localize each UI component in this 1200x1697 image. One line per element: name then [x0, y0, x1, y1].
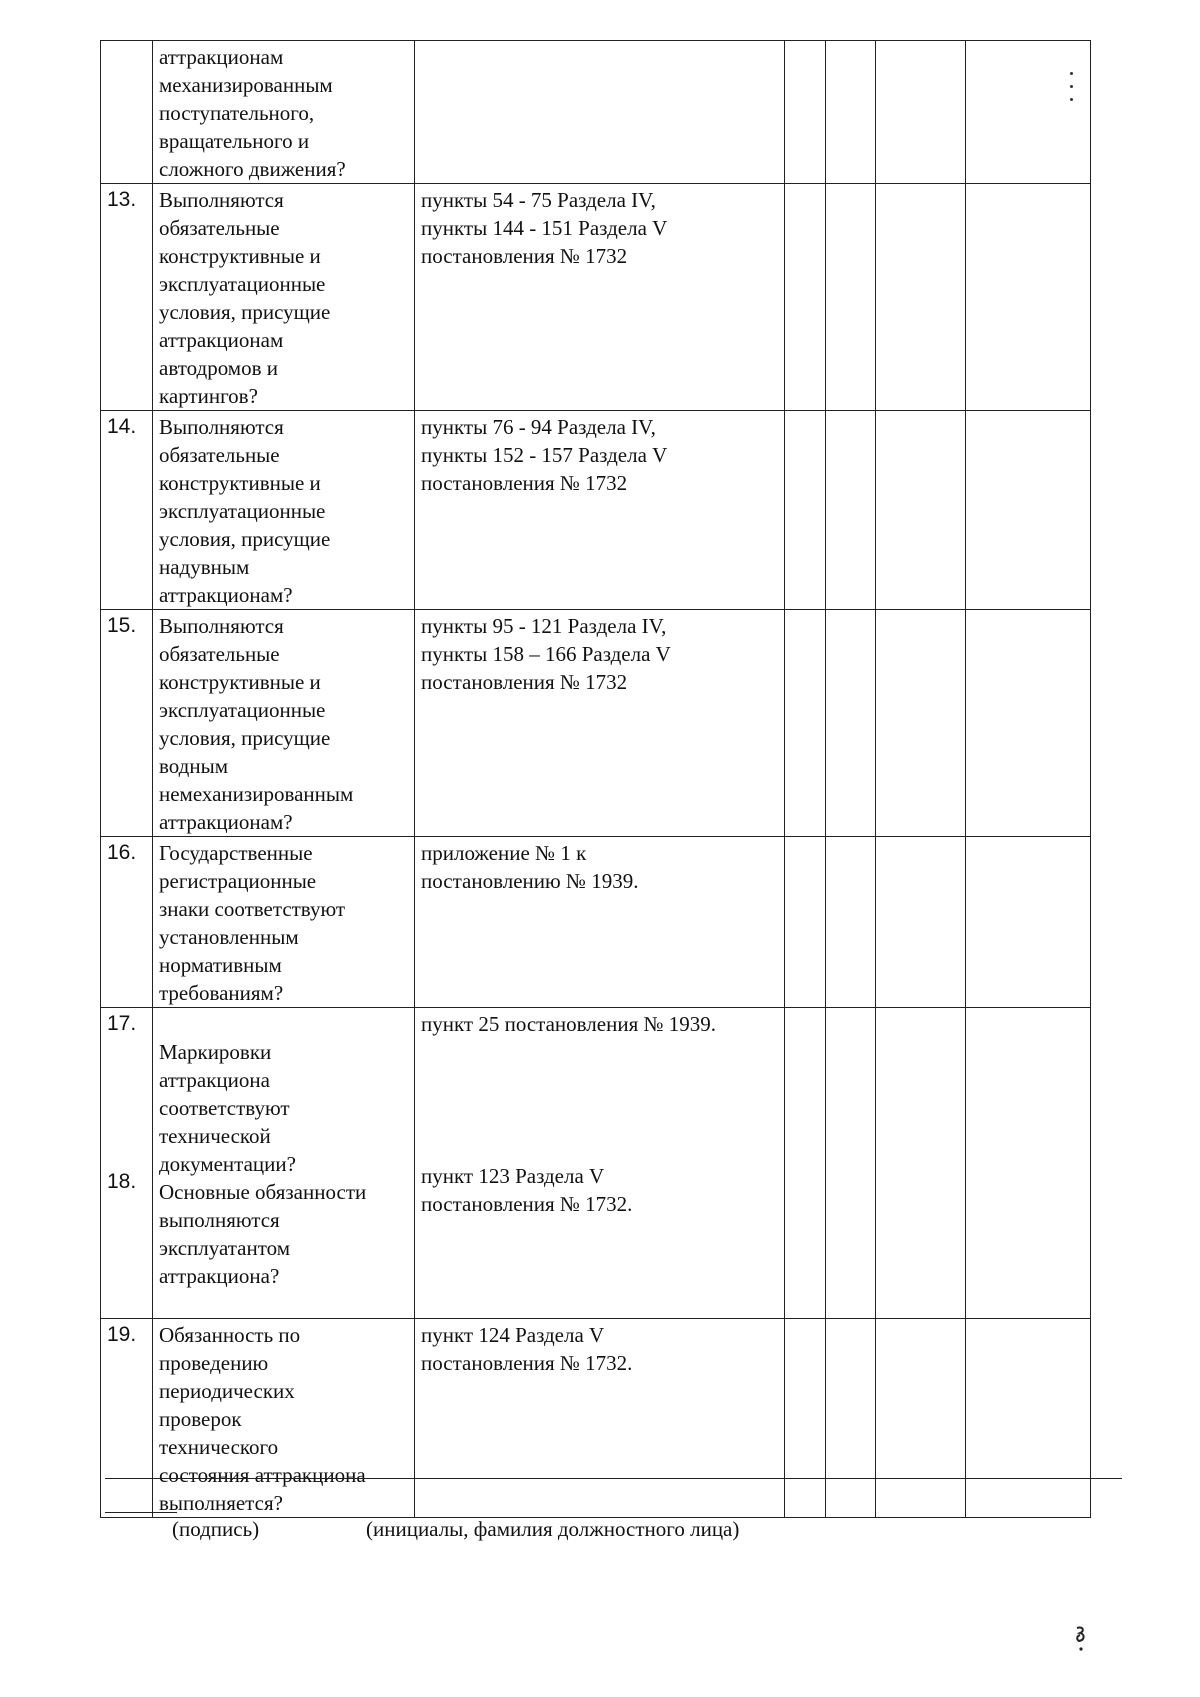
- requirement-question: аттракционам механизированным поступательного, вращательного и сложного движения?: [153, 41, 415, 184]
- not-applicable-cell[interactable]: [876, 837, 966, 1008]
- not-applicable-cell[interactable]: [876, 1008, 966, 1319]
- answer-yes-cell[interactable]: [785, 184, 826, 411]
- answer-no-cell[interactable]: [826, 1008, 876, 1319]
- answer-yes-cell[interactable]: [785, 837, 826, 1008]
- not-applicable-cell[interactable]: [876, 1319, 966, 1518]
- answer-no-cell[interactable]: [826, 184, 876, 411]
- requirement-question: Выполняются обязательные конструктивные и эксплуатационные условия, присущие водным немеханизированным аттракционам?: [153, 610, 415, 837]
- requirement-question: Выполняются обязательные конструктивные и эксплуатационные условия, присущие надувным аттракционам?: [153, 411, 415, 610]
- answer-yes-cell[interactable]: [785, 1008, 826, 1319]
- requirement-question: Государственные регистрационные знаки соответствуют установленным нормативным требованиям?: [153, 837, 415, 1008]
- signature-line: [105, 1478, 1122, 1479]
- requirement-question: Основные обязанности выполняются эксплуатантом аттракциона?: [159, 1180, 367, 1288]
- table-row: [101, 411, 1091, 610]
- legal-reference-cell: [415, 1008, 785, 1319]
- comment-cell[interactable]: [966, 837, 1091, 1008]
- row-number-cell: [101, 1008, 153, 1319]
- signature-short-line: [105, 1512, 177, 1513]
- answer-yes-cell[interactable]: [785, 411, 826, 610]
- not-applicable-cell[interactable]: [876, 41, 966, 184]
- row-number: 17.: [107, 1012, 137, 1035]
- row-number: 16.: [101, 837, 153, 1008]
- table-row: [101, 1008, 1091, 1319]
- table-row: [101, 1319, 1091, 1518]
- signature-caption: (подпись): [172, 1517, 260, 1541]
- requirement-question: Маркировки аттракциона соответствуют технической документации?: [159, 1040, 296, 1176]
- answer-yes-cell[interactable]: [785, 41, 826, 184]
- table-row: [101, 184, 1091, 411]
- row-number: 13.: [101, 184, 153, 411]
- answer-no-cell[interactable]: [826, 1319, 876, 1518]
- answer-no-cell[interactable]: [826, 837, 876, 1008]
- answer-no-cell[interactable]: [826, 41, 876, 184]
- legal-reference: пункт 124 Раздела V постановления № 1732.: [415, 1319, 785, 1518]
- answer-yes-cell[interactable]: [785, 610, 826, 837]
- requirement-question: Выполняются обязательные конструктивные и эксплуатационные условия, присущие аттракционам автодромов и картингов?: [153, 184, 415, 411]
- comment-cell[interactable]: [966, 411, 1091, 610]
- scan-mark-icon: [1074, 1625, 1088, 1653]
- table-row: [101, 610, 1091, 837]
- not-applicable-cell[interactable]: [876, 184, 966, 411]
- not-applicable-cell[interactable]: [876, 411, 966, 610]
- comment-cell[interactable]: [966, 1008, 1091, 1319]
- row-number: 19.: [101, 1319, 153, 1518]
- comment-cell[interactable]: [966, 184, 1091, 411]
- table-row: [101, 41, 1091, 184]
- legal-reference: пункты 54 - 75 Раздела IV, пункты 144 - 151 Раздела V постановления № 1732: [415, 184, 785, 411]
- checklist-table: [100, 40, 1091, 1518]
- requirement-question: Обязанность по проведению периодических проверок технического состояния аттракциона выполняется?: [153, 1319, 415, 1518]
- comment-cell[interactable]: [966, 1319, 1091, 1518]
- legal-reference: пункты 76 - 94 Раздела IV, пункты 152 - 157 Раздела V постановления № 1732: [415, 411, 785, 610]
- not-applicable-cell[interactable]: [876, 610, 966, 837]
- answer-yes-cell[interactable]: [785, 1319, 826, 1518]
- row-number: 15.: [101, 610, 153, 837]
- answer-no-cell[interactable]: [826, 411, 876, 610]
- scan-artifact: [1068, 72, 1076, 112]
- legal-reference: [415, 41, 785, 184]
- legal-reference: пункты 95 - 121 Раздела IV, пункты 158 – 166 Раздела V постановления № 1732: [415, 610, 785, 837]
- comment-cell[interactable]: [966, 41, 1091, 184]
- row-number: [101, 41, 153, 184]
- legal-reference: пункт 123 Раздела V постановления № 1732.: [421, 1164, 633, 1216]
- requirement-question-cell: [153, 1008, 415, 1319]
- comment-cell[interactable]: [966, 610, 1091, 837]
- legal-reference: приложение № 1 к постановлению № 1939.: [415, 837, 785, 1008]
- answer-no-cell[interactable]: [826, 610, 876, 837]
- official-name-caption: (инициалы, фамилия должностного лица): [366, 1517, 740, 1541]
- legal-reference: пункт 25 постановления № 1939.: [421, 1012, 717, 1036]
- table-row: [101, 837, 1091, 1008]
- row-number: 18.: [107, 1170, 137, 1193]
- row-number: 14.: [101, 411, 153, 610]
